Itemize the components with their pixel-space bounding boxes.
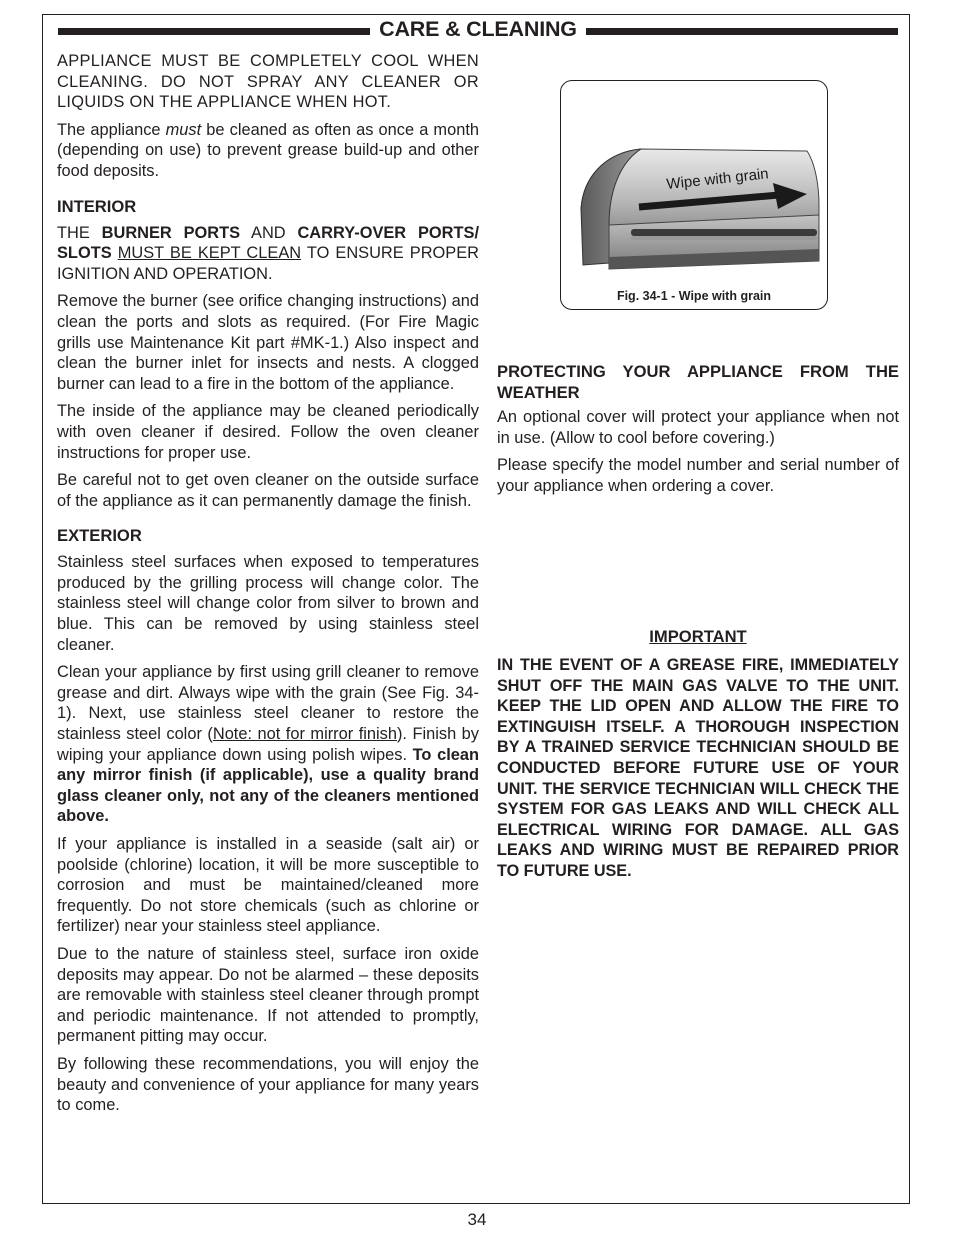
seaside-paragraph: If your appliance is installed in a seaside (salt air) or poolside (chlorine) location, it will be more susceptible to corrosion and must be maintained/cleaned more frequently. Do not store chemicals (such as chlorine or fertilizer) near your stainless steel appliance. xyxy=(57,835,479,936)
color-change-paragraph: Stainless steel surfaces when exposed to temperatures produced by the grilling process will change color. The stainless steel will change color from silver to brown and blue. This can be removed by using stainless steel cleaner. xyxy=(57,553,479,654)
burner-ports-term: BURNER PORTS xyxy=(101,223,241,242)
weather-heading: PROTECTING YOUR APPLIANCE FROM THE WEATHER xyxy=(497,362,899,402)
page-title: CARE & CLEANING xyxy=(379,17,577,41)
caution-paragraph: APPLIANCE MUST BE COMPLETELY COOL WHEN CLEANING. DO NOT SPRAY ANY CLEANER OR LIQUIDS ON THE APPLIANCE WHEN HOT. xyxy=(57,52,479,112)
cleaning-text: Clean your appliance by first using grill cleaner to remove grease and dirt. Always wipe with the grain (See Fig. 34-1). Next, use stainless steel cleaner to restore the stainless steel color ( xyxy=(57,663,479,744)
frequency-paragraph xyxy=(57,120,479,182)
mirror-finish-warning: To clean any mirror finish (if applicable), use a quality brand glass cleaner only, not any of the cleaners mentioned above. xyxy=(57,745,479,826)
interior-heading: INTERIOR xyxy=(57,196,137,216)
mirror-finish-note: Note: not for mirror finish xyxy=(212,725,397,744)
ports-paragraph xyxy=(57,223,479,285)
figure-34-1 xyxy=(560,80,828,310)
carry-over-ports-term: CARRY-OVER PORTS/ SLOTS xyxy=(57,223,480,263)
handle-icon xyxy=(631,229,817,236)
frequency-text-end: be cleaned as often as once a month (depending on use) to prevent grease build-up and other food deposits. xyxy=(57,120,479,180)
handle-highlight xyxy=(631,236,817,240)
model-paragraph: Please specify the model number and serial number of your appliance when ordering a cover. xyxy=(497,456,899,495)
cover-paragraph: An optional cover will protect your appliance when not in use. (Allow to cool before covering.) xyxy=(497,408,899,447)
burner-paragraph: Remove the burner (see orifice changing instructions) and clean the ports and slots as required. (For Fire Magic grills use Maintenance Kit part #MK-1.) Also inspect and clean the burner inlet for insects and nests. A clogged burner can lead to a fire in the bottom of the appliance. xyxy=(57,292,479,393)
oven-cleaner-paragraph: The inside of the appliance may be cleaned periodically with oven cleaner if desired. Follow the oven cleaner instructions for proper use. xyxy=(57,402,479,462)
cleaning-paragraph xyxy=(57,662,479,827)
important-warning: IN THE EVENT OF A GREASE FIRE, IMMEDIATELY SHUT OFF THE MAIN GAS VALVE TO THE UNIT. KEEP THE LID OPEN AND ALLOW THE FIRE TO EXTINGUISH ITSELF. A THOROUGH INSPECTION BY A TRAINED SERVICE TECHNICIAN SHOULD BE CONDUCTED BEFORE FUTURE USE OF YOUR UNIT. THE SERVICE TECHNICIAN WILL CHECK THE SYSTEM FOR GAS LEAKS AND WILL CHECK ALL ELECTRICAL WIRING FOR DAMAGE. ALL GAS LEAKS AND WIRING MUST BE REPAIRED PRIOR TO FUTURE USE. xyxy=(497,656,899,880)
iron-oxide-paragraph: Due to the nature of stainless steel, surface iron oxide deposits may appear. Do not be alarmed – these deposits are removable with stainless steel cleaner through prompt and periodic maintenance. If not attended to promptly, permanent pitting may occur. xyxy=(57,944,479,1046)
must-be-kept-clean: MUST BE KEPT CLEAN xyxy=(117,244,302,263)
figure-caption: Fig. 34-1 - Wipe with grain xyxy=(616,289,772,303)
right-column xyxy=(497,361,899,503)
ports-text-end: TO ENSURE PROPER IGNITION AND OPERATION. xyxy=(57,244,479,283)
cleaning-text-mid: ). Finish by wiping your appliance down using polish wipes. xyxy=(57,725,479,764)
section-header xyxy=(58,16,898,46)
ports-text-and: AND xyxy=(240,223,298,242)
grill-lid-illustration xyxy=(569,145,821,291)
page-number: 34 xyxy=(467,1210,487,1229)
important-heading: IMPORTANT xyxy=(649,627,747,646)
header-rule-right xyxy=(586,28,898,35)
left-column xyxy=(57,51,479,1123)
arrow-label: Wipe with grain xyxy=(665,165,770,193)
ports-text: THE xyxy=(57,223,102,242)
exterior-heading: EXTERIOR xyxy=(57,526,142,546)
header-rule-left xyxy=(58,28,370,35)
frequency-emphasis: must xyxy=(165,120,202,139)
frequency-text: The appliance xyxy=(57,120,166,139)
closing-paragraph: By following these recommendations, you will enjoy the beauty and convenience of your appliance for many years to come. xyxy=(57,1054,479,1115)
careful-paragraph: Be careful not to get oven cleaner on the outside surface of the appliance as it can permanently damage the finish. xyxy=(57,471,479,510)
